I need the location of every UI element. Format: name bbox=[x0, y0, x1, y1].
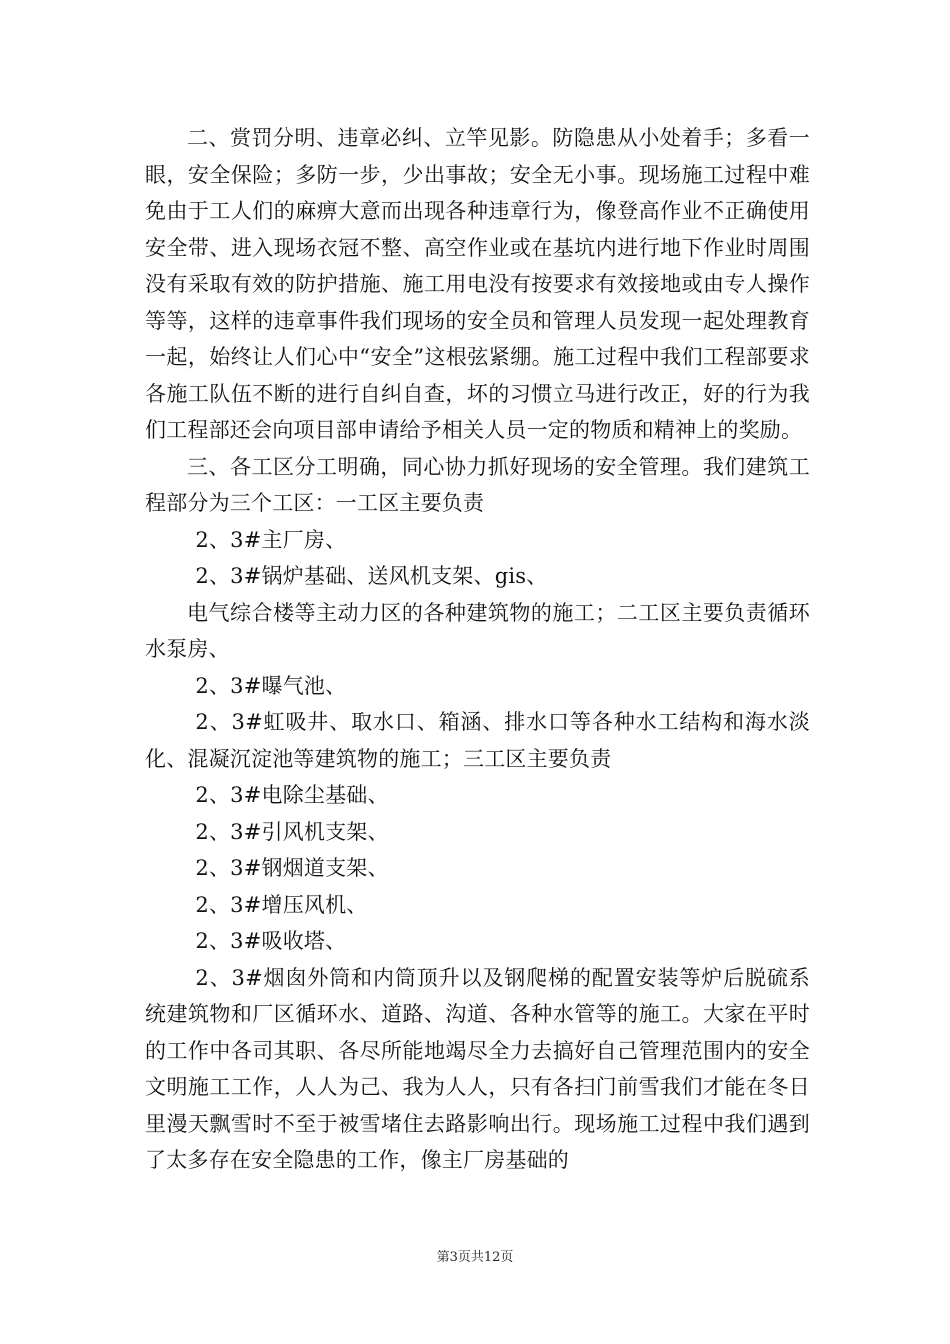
list-item: 2、3#锅炉基础、送风机支架、gis、 bbox=[195, 564, 548, 588]
list-item: 2、3#主厂房、 bbox=[195, 527, 347, 552]
list-item: 2、3#曝气池、 bbox=[195, 673, 347, 698]
paragraph-work-areas: 三、各工区分工明确，同心协力抓好现场的安全管理。我们建筑工程部分为三个工区：一工区主要负责 bbox=[145, 454, 810, 515]
list-item: 2、3#电除尘基础、 bbox=[195, 783, 389, 807]
page-number: 第3页共12页 bbox=[436, 1250, 514, 1265]
paragraph-desulfurization: 2、3#烟囱外筒和内筒顶升以及钢爬梯的配置安装等炉后脱硫系统建筑物和厂区循环水、道路、沟道、各种水管等的施工。大家在平时的工作中各司其职、各尽所能地竭尽全力去搞好自己管理范围内的安全文明施工工作，人人为己、我为人人，只有各扫门前雪我们才能在冬日里漫天飘雪时不至于被雪堵住去路影响出行。现场施工过程中我们遇到了太多存在安全隐患的工作，像主厂房基础的 bbox=[145, 965, 810, 1172]
paragraph-area-two: 电气综合楼等主动力区的各种建筑物的施工；二工区主要负责循环水泵房、 bbox=[145, 600, 810, 661]
list-item: 2、3#增压风机、 bbox=[195, 892, 368, 917]
paragraph-area-three: 2、3#虹吸井、取水口、箱涵、排水口等各种水工结构和海水淡化、混凝沉淀池等建筑物的施工；三工区主要负责 bbox=[145, 710, 810, 771]
list-item: 2、3#引风机支架、 bbox=[195, 819, 389, 844]
body-text bbox=[145, 120, 810, 1179]
paragraph-rewards-penalties: 二、赏罚分明、违章必纠、立竿见影。防隐患从小处着手；多看一眼，安全保险；多防一步，少出事故；安全无小事。现场施工过程中难免由于工人们的麻痹大意而出现各种违章行为，像登高作业不正确使用安全带、进入现场衣冠不整、高空作业或在基坑内进行地下作业时周围没有采取有效的防护措施、施工用电没有按要求有效接地或由专人操作等等，这样的违章事件我们现场的安全员和管理人员发现一起处理教育一起，始终让人们心中“安全”这根弦紧绷。施工过程中我们工程部要求各施工队伍不断的进行自纠自查，坏的习惯立马进行改正，好的行为我们工程部还会向项目部申请给予相关人员一定的物质和精神上的奖励。 bbox=[145, 126, 810, 442]
list-item: 2、3#钢烟道支架、 bbox=[195, 856, 389, 880]
list-item: 2、3#吸收塔、 bbox=[195, 929, 347, 953]
